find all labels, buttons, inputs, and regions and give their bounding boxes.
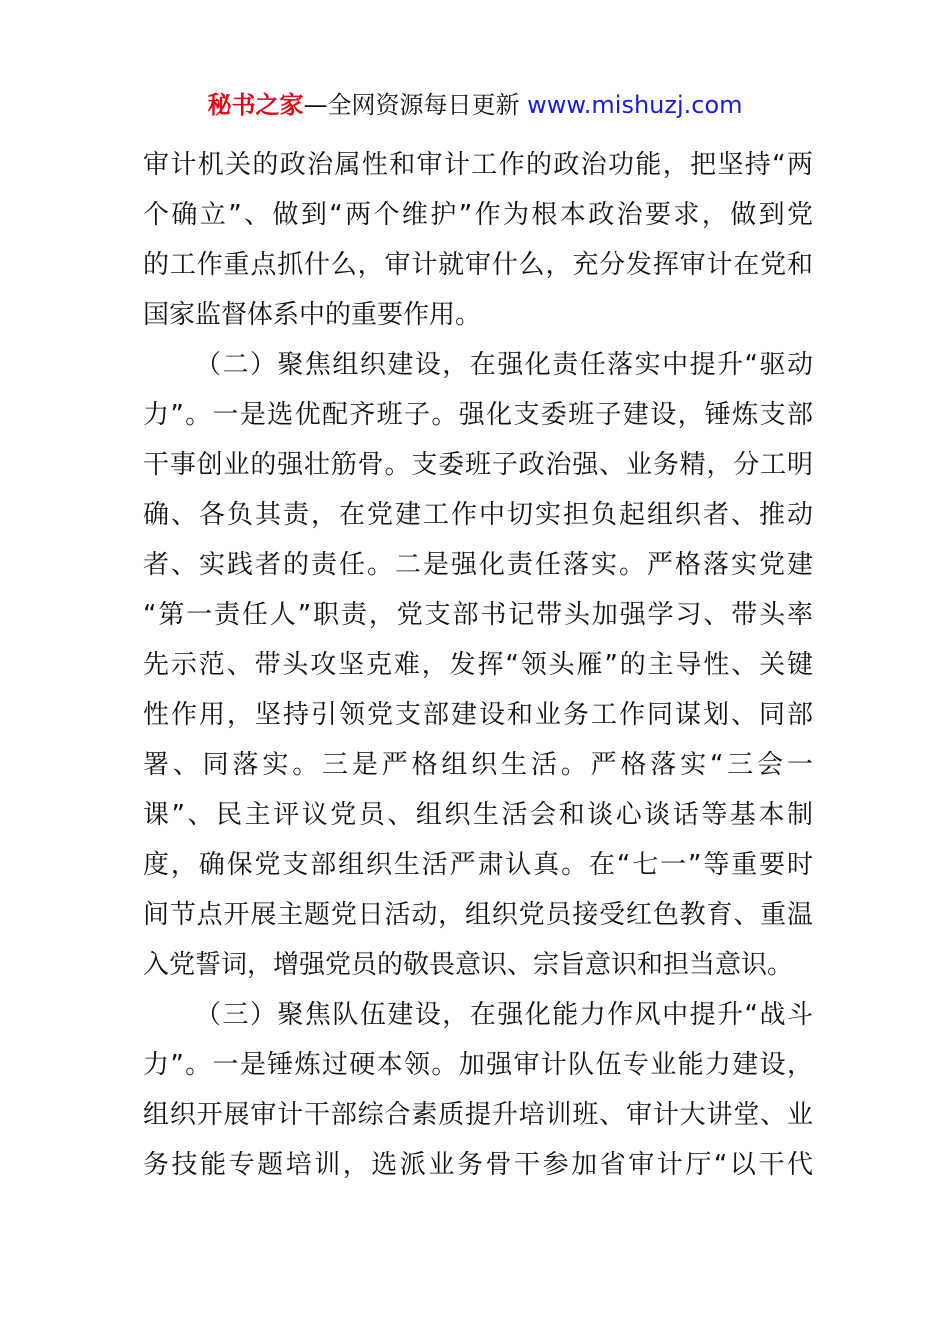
text-line: 性作用，坚持引领党支部建设和业务工作同谋划、同部 — [143, 700, 813, 730]
text-line: 务技能专题培训，选派业务骨干参加省审计厅“以干代 — [143, 1150, 813, 1180]
text-line: 度，确保党支部组织生活严肃认真。在“七一”等重要时 — [143, 850, 813, 880]
brand-name: 秘书之家 — [207, 91, 304, 119]
text-line: 干事创业的强壮筋骨。支委班子政治强、业务精，分工明 — [143, 450, 813, 480]
section-heading-line: （三）聚焦队伍建设，在强化能力作风中提升“战斗 — [195, 1000, 813, 1030]
text-line: 组织开展审计干部综合素质提升培训班、审计大讲堂、业 — [143, 1100, 813, 1130]
text-line: 者、实践者的责任。二是强化责任落实。严格落实党建 — [143, 550, 813, 580]
text-line: “第一责任人”职责，党支部书记带头加强学习、带头率 — [143, 600, 813, 630]
text-line: 审计机关的政治属性和审计工作的政治功能，把坚持“两 — [143, 150, 813, 180]
text-line: 的工作重点抓什么，审计就审什么，充分发挥审计在党和 — [143, 250, 813, 280]
text-line: 个确立”、做到“两个维护”作为根本政治要求，做到党 — [143, 200, 813, 230]
section-heading-line: （二）聚焦组织建设，在强化责任落实中提升“驱动 — [195, 350, 813, 380]
text-line: 入党誓词，增强党员的敬畏意识、宗旨意识和担当意识。 — [143, 950, 794, 980]
document-body — [143, 140, 813, 1190]
site-url-link[interactable]: www.mishuzj.com — [527, 91, 743, 119]
header-dash: — — [303, 91, 328, 119]
text-line: 力”。一是选优配齐班子。强化支委班子建设，锤炼支部 — [143, 400, 813, 430]
text-line: 国家监督体系中的重要作用。 — [143, 300, 482, 330]
text-line: 确、各负其责，在党建工作中切实担负起组织者、推动 — [143, 500, 813, 530]
site-header — [0, 88, 950, 122]
text-line: 力”。一是锤炼过硬本领。加强审计队伍专业能力建设， — [143, 1050, 813, 1080]
text-line: 间节点开展主题党日活动，组织党员接受红色教育、重温 — [143, 900, 813, 930]
text-line: 课”、民主评议党员、组织生活会和谈心谈话等基本制 — [143, 800, 813, 830]
text-line: 署、同落实。三是严格组织生活。严格落实“三会一 — [143, 750, 813, 780]
header-tagline: 全网资源每日更新 — [327, 91, 528, 119]
text-line: 先示范、带头攻坚克难，发挥“领头雁”的主导性、关键 — [143, 650, 813, 680]
